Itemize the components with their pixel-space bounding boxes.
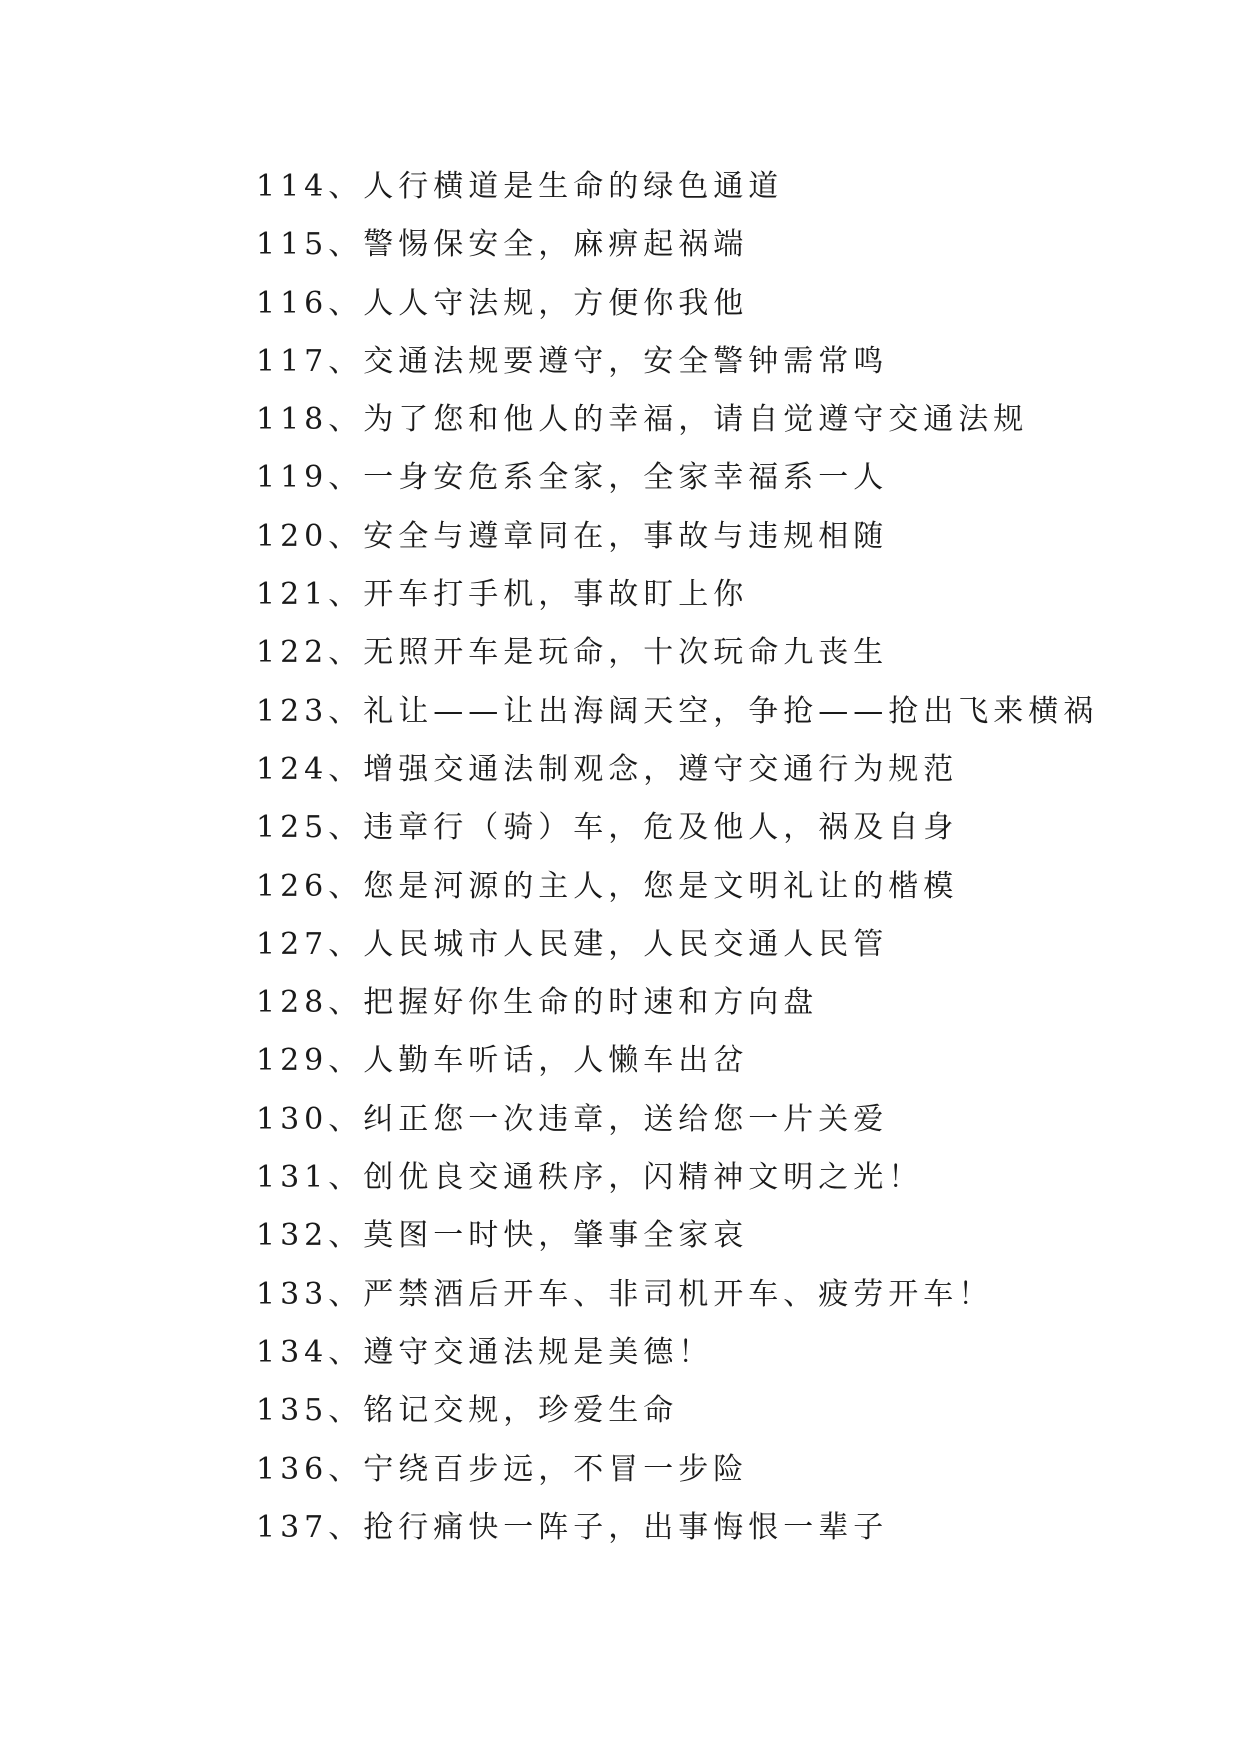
list-item: 120、安全与遵章同在，事故与违规相随 xyxy=(256,518,889,554)
list-item: 137、抢行痛快一阵子，出事悔恨一辈子 xyxy=(256,1509,889,1545)
list-item: 114、人行横道是生命的绿色通道 xyxy=(256,169,784,204)
list-item: 136、宁绕百步远，不冒一步险 xyxy=(256,1451,749,1487)
list-item: 123、礼让——让出海阔天空，争抢——抢出飞来横祸 xyxy=(256,693,1099,729)
list-item: 131、创优良交通秩序，闪精神文明之光！ xyxy=(256,1160,924,1196)
list-item: 119、一身安危系全家，全家幸福系一人 xyxy=(256,460,889,496)
list-item: 128、把握好你生命的时速和方向盘 xyxy=(256,985,819,1021)
list-item: 130、纠正您一次违章，送给您一片关爱 xyxy=(256,1101,889,1137)
list-item: 126、您是河源的主人，您是文明礼让的楷模 xyxy=(256,868,959,904)
list-item: 135、铭记交规，珍爱生命 xyxy=(256,1393,679,1429)
list-item: 122、无照开车是玩命，十次玩命九丧生 xyxy=(256,635,889,671)
list-item: 121、开车打手机，事故盯上你 xyxy=(256,577,749,613)
list-item: 133、严禁酒后开车、非司机开车、疲劳开车！ xyxy=(256,1276,994,1312)
list-item: 115、警惕保安全，麻痹起祸端 xyxy=(256,227,749,263)
list-item: 116、人人守法规，方便你我他 xyxy=(256,285,749,321)
slogan-list xyxy=(256,158,1098,1557)
list-item: 134、遵守交通法规是美德！ xyxy=(256,1334,714,1370)
list-item: 117、交通法规要遵守，安全警钟需常鸣 xyxy=(256,343,889,379)
list-item: 129、人勤车听话，人懒车出岔 xyxy=(256,1043,749,1079)
list-item: 127、人民城市人民建，人民交通人民管 xyxy=(256,926,889,962)
list-item: 125、违章行（骑）车，危及他人，祸及自身 xyxy=(256,810,959,846)
list-item: 118、为了您和他人的幸福，请自觉遵守交通法规 xyxy=(256,402,1029,438)
list-item: 124、增强交通法制观念，遵守交通行为规范 xyxy=(256,751,959,787)
list-item: 132、莫图一时快，肇事全家哀 xyxy=(256,1218,749,1254)
